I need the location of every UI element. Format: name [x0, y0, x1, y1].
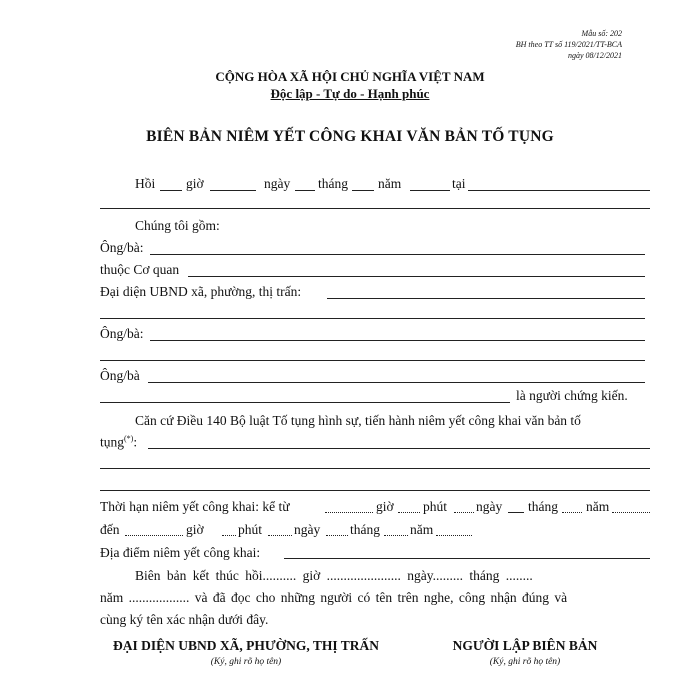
blank-nam-tu[interactable]: [562, 512, 582, 513]
label-thang-den: tháng: [350, 522, 380, 537]
label-nam-tu: năm: [586, 499, 610, 514]
label-thang: tháng: [318, 176, 348, 191]
label-gio-tu: giờ: [376, 499, 394, 514]
blank-thang[interactable]: [352, 190, 374, 191]
blank-thang-tu[interactable]: [508, 512, 524, 513]
label-chung-toi-gom: Chúng tôi gồm:: [135, 218, 220, 233]
label-den: đến: [100, 522, 120, 537]
blank-hoi[interactable]: [160, 190, 182, 191]
label-ngay-tu: ngày: [476, 499, 503, 514]
label-thang-tu: tháng: [528, 499, 558, 514]
label-thoi-han: Thời hạn niêm yết công khai: kể từ: [100, 499, 290, 514]
label-dia-diem: Địa điểm niêm yết công khai:: [100, 545, 261, 560]
label-ong-ba-1: Ông/bà:: [100, 240, 144, 255]
blank-ong-ba-1[interactable]: [150, 254, 645, 255]
blank-ong-ba-3[interactable]: [148, 382, 645, 383]
signature-right-title: NGƯỜI LẬP BIÊN BẢN: [452, 638, 598, 653]
form-code-number: Mẫu số: 202: [581, 29, 622, 38]
blank-tai-line2[interactable]: [100, 208, 650, 209]
blank-to-tung-line3[interactable]: [100, 490, 650, 491]
signature-left-title: ĐẠI DIỆN UBND XÃ, PHƯỜNG, THỊ TRẤN: [112, 638, 380, 653]
label-phut-tu: phút: [423, 499, 448, 514]
label-nam-den: năm: [410, 522, 434, 537]
blank-ngay-tu[interactable]: [454, 512, 474, 513]
footnote-mark: (*): [124, 434, 134, 443]
signature-left-note: (Ký, ghi rõ họ tên): [210, 657, 282, 667]
blank-phut-tu[interactable]: [398, 512, 420, 513]
label-gio: giờ: [186, 176, 204, 191]
label-nguoi-chung-kien: là người chứng kiến.: [516, 388, 628, 403]
blank-dai-dien[interactable]: [327, 298, 645, 299]
blank-nam-tu-value[interactable]: [612, 512, 650, 513]
blank-gio[interactable]: [210, 190, 256, 191]
blank-nguoi-chung-kien[interactable]: [100, 402, 510, 403]
blank-phut-den[interactable]: [222, 535, 236, 536]
text-ket-thuc-2: năm .................. và đã đọc cho những người có tên trên nghe, công nhận đúng và: [100, 590, 568, 605]
blank-dia-diem[interactable]: [284, 558, 650, 559]
document-title: BIÊN BẢN NIÊM YẾT CÔNG KHAI VĂN BẢN TỐ TỤNG: [146, 128, 554, 145]
label-ngay: ngày: [264, 176, 291, 191]
blank-ong-ba-2-line2[interactable]: [100, 360, 645, 361]
blank-tai[interactable]: [468, 190, 650, 191]
motto-wrap: [0, 86, 700, 102]
blank-nam[interactable]: [410, 190, 450, 191]
text-can-cu: Căn cứ Điều 140 Bộ luật Tố tụng hình sự, tiến hành niêm yết công khai văn bản tố: [135, 413, 581, 428]
label-phut-den: phút: [238, 522, 263, 537]
form-code-date: ngày 08/12/2021: [568, 51, 622, 60]
label-hoi: Hồi: [135, 176, 156, 191]
label-to-tung: tụng: [100, 434, 125, 450]
label-ngay-den: ngày: [294, 522, 321, 537]
blank-to-tung[interactable]: [148, 448, 650, 449]
label-gio-den: giờ: [186, 522, 204, 537]
label-dai-dien-ubnd: Đại diện UBND xã, phường, thị trấn:: [100, 284, 302, 299]
label-thuoc-co-quan: thuộc Cơ quan: [100, 262, 180, 277]
nation-header: CỘNG HÒA XÃ HỘI CHỦ NGHĨA VIỆT NAM: [215, 69, 485, 84]
blank-thoi-han-gio-tu[interactable]: [325, 512, 373, 513]
text-to-tung-wrap: tụng(*):: [100, 434, 138, 450]
blank-ong-ba-2[interactable]: [150, 340, 645, 341]
label-tai: tại: [452, 176, 466, 191]
blank-to-tung-line2[interactable]: [100, 468, 650, 469]
text-ket-thuc-1: Biên bản kết thúc hồi.......... giờ ...................... ngày......... tháng ........: [135, 568, 533, 583]
text-ket-thuc-3: cùng ký tên xác nhận dưới đây.: [100, 612, 269, 627]
label-ong-ba-2: Ông/bà:: [100, 326, 144, 341]
label-nam: năm: [378, 176, 402, 191]
label-ong-ba-3: Ông/bà: [100, 368, 140, 383]
blank-thang-den[interactable]: [326, 535, 348, 536]
form-code-regulation: BH theo TT số 119/2021/TT-BCA: [515, 40, 622, 49]
motto: Độc lập - Tự do - Hạnh phúc: [270, 86, 430, 101]
blank-ngay-den[interactable]: [268, 535, 292, 536]
blank-nam-den[interactable]: [384, 535, 408, 536]
blank-gio-den[interactable]: [125, 535, 183, 536]
blank-nam-den-value[interactable]: [436, 535, 472, 536]
signature-right-note: (Ký, ghi rõ họ tên): [489, 657, 561, 667]
blank-dai-dien-line2[interactable]: [100, 318, 645, 319]
blank-co-quan[interactable]: [188, 276, 645, 277]
blank-ngay[interactable]: [295, 190, 315, 191]
